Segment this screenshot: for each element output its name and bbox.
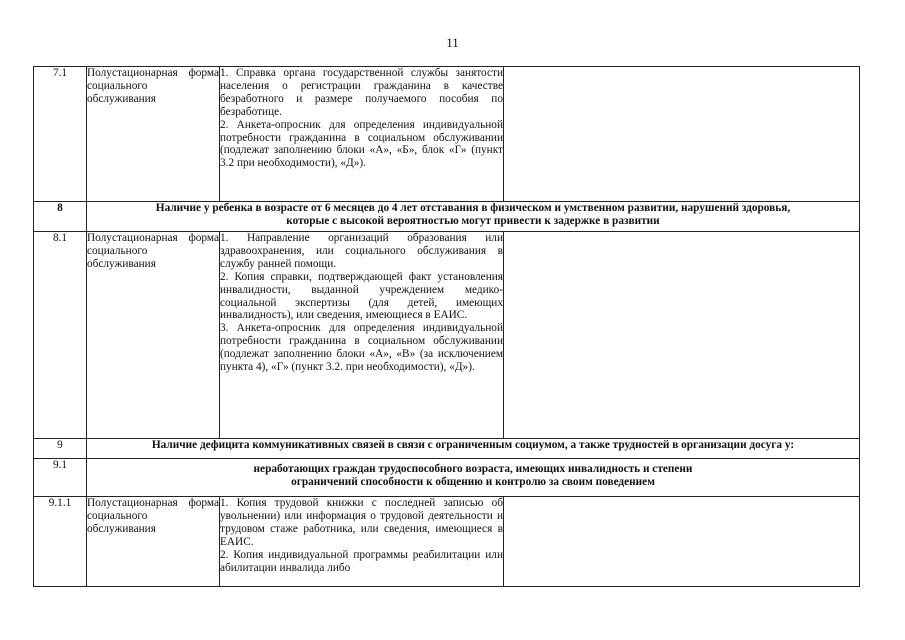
document-item: 1. Справка органа государственной службы занятости населения о регистрации гражданина в качестве безработного и размере получаемого пособия по безработице. <box>220 67 503 118</box>
section-title-line: ограничений способности к общению и контролю за своим поведением <box>291 475 655 488</box>
section-title <box>87 202 860 232</box>
empty-cell <box>504 497 860 587</box>
empty-cell <box>504 232 860 439</box>
document-item: 2. Копия справки, подтверждающей факт установления инвалидности, выданной учреждением медико-социальной экспертизы (для детей, имеющих инвалидность), или сведения, имеющиеся в ЕАИС. <box>220 270 503 322</box>
required-documents <box>220 497 504 587</box>
section-header-row <box>34 459 860 497</box>
table-row <box>34 497 860 587</box>
section-title <box>87 459 860 497</box>
table-row <box>34 67 860 202</box>
table-row <box>34 232 860 439</box>
service-form: Полустационарная форма социального обслуживания <box>87 67 220 202</box>
document-item: 1. Направление организаций образования или здравоохранения, или социального обслуживания в службу ранней помощи. <box>220 232 503 270</box>
required-documents <box>220 232 504 439</box>
row-number: 9 <box>34 439 87 459</box>
document-table <box>33 66 860 587</box>
section-header-row <box>34 202 860 232</box>
service-form: Полустационарная форма социального обслуживания <box>87 497 220 587</box>
section-title: Наличие дефицита коммуникативных связей в связи с ограниченным социумом, а также трудностей в организации досуга у: <box>87 439 860 459</box>
document-item: 3. Анкета-опросник для определения индивидуальной потребности гражданина в социальном обслуживании (подлежат заполнению блоки «А», «В» (за исключением пункта 4), «Г» (пункт 3.2. при необходимости), «Д»). <box>220 322 503 374</box>
empty-cell <box>504 67 860 202</box>
service-form: Полустационарная форма социального обслуживания <box>87 232 220 439</box>
row-number: 7.1 <box>34 67 87 202</box>
section-title-line: неработающих граждан трудоспособного возраста, имеющих инвалидность и степени <box>253 463 693 475</box>
document-item: 2. Анкета-опросник для определения индивидуальной потребности гражданина в социальном обслуживании (подлежат заполнению блоки «А», «Б», блок «Г» (пункт 3.2 при необходимости), «Д»). <box>220 118 503 170</box>
section-header-row <box>34 439 860 459</box>
row-number: 9.1 <box>34 459 87 497</box>
page-number: 11 <box>446 35 459 50</box>
section-title-line: Наличие у ребенка в возрасте от 6 месяцев до 4 лет отставания в физическом и умственном развитии, нарушений здоровья, <box>155 202 791 214</box>
row-number: 9.1.1 <box>34 497 87 587</box>
required-documents <box>220 67 504 202</box>
row-number: 8 <box>34 202 87 232</box>
row-number: 8.1 <box>34 232 87 439</box>
document-item: 2. Копия индивидуальной программы реабилитации или абилитации инвалида либо <box>220 548 503 574</box>
section-title-line: которые с высокой вероятностью могут привести к задержке в развитии <box>286 214 660 227</box>
document-item: 1. Копия трудовой книжки с последней записью об увольнении) или информация о трудовой деятельности и трудовом стаже работника, или сведения, имеющиеся в ЕАИС. <box>220 497 503 548</box>
